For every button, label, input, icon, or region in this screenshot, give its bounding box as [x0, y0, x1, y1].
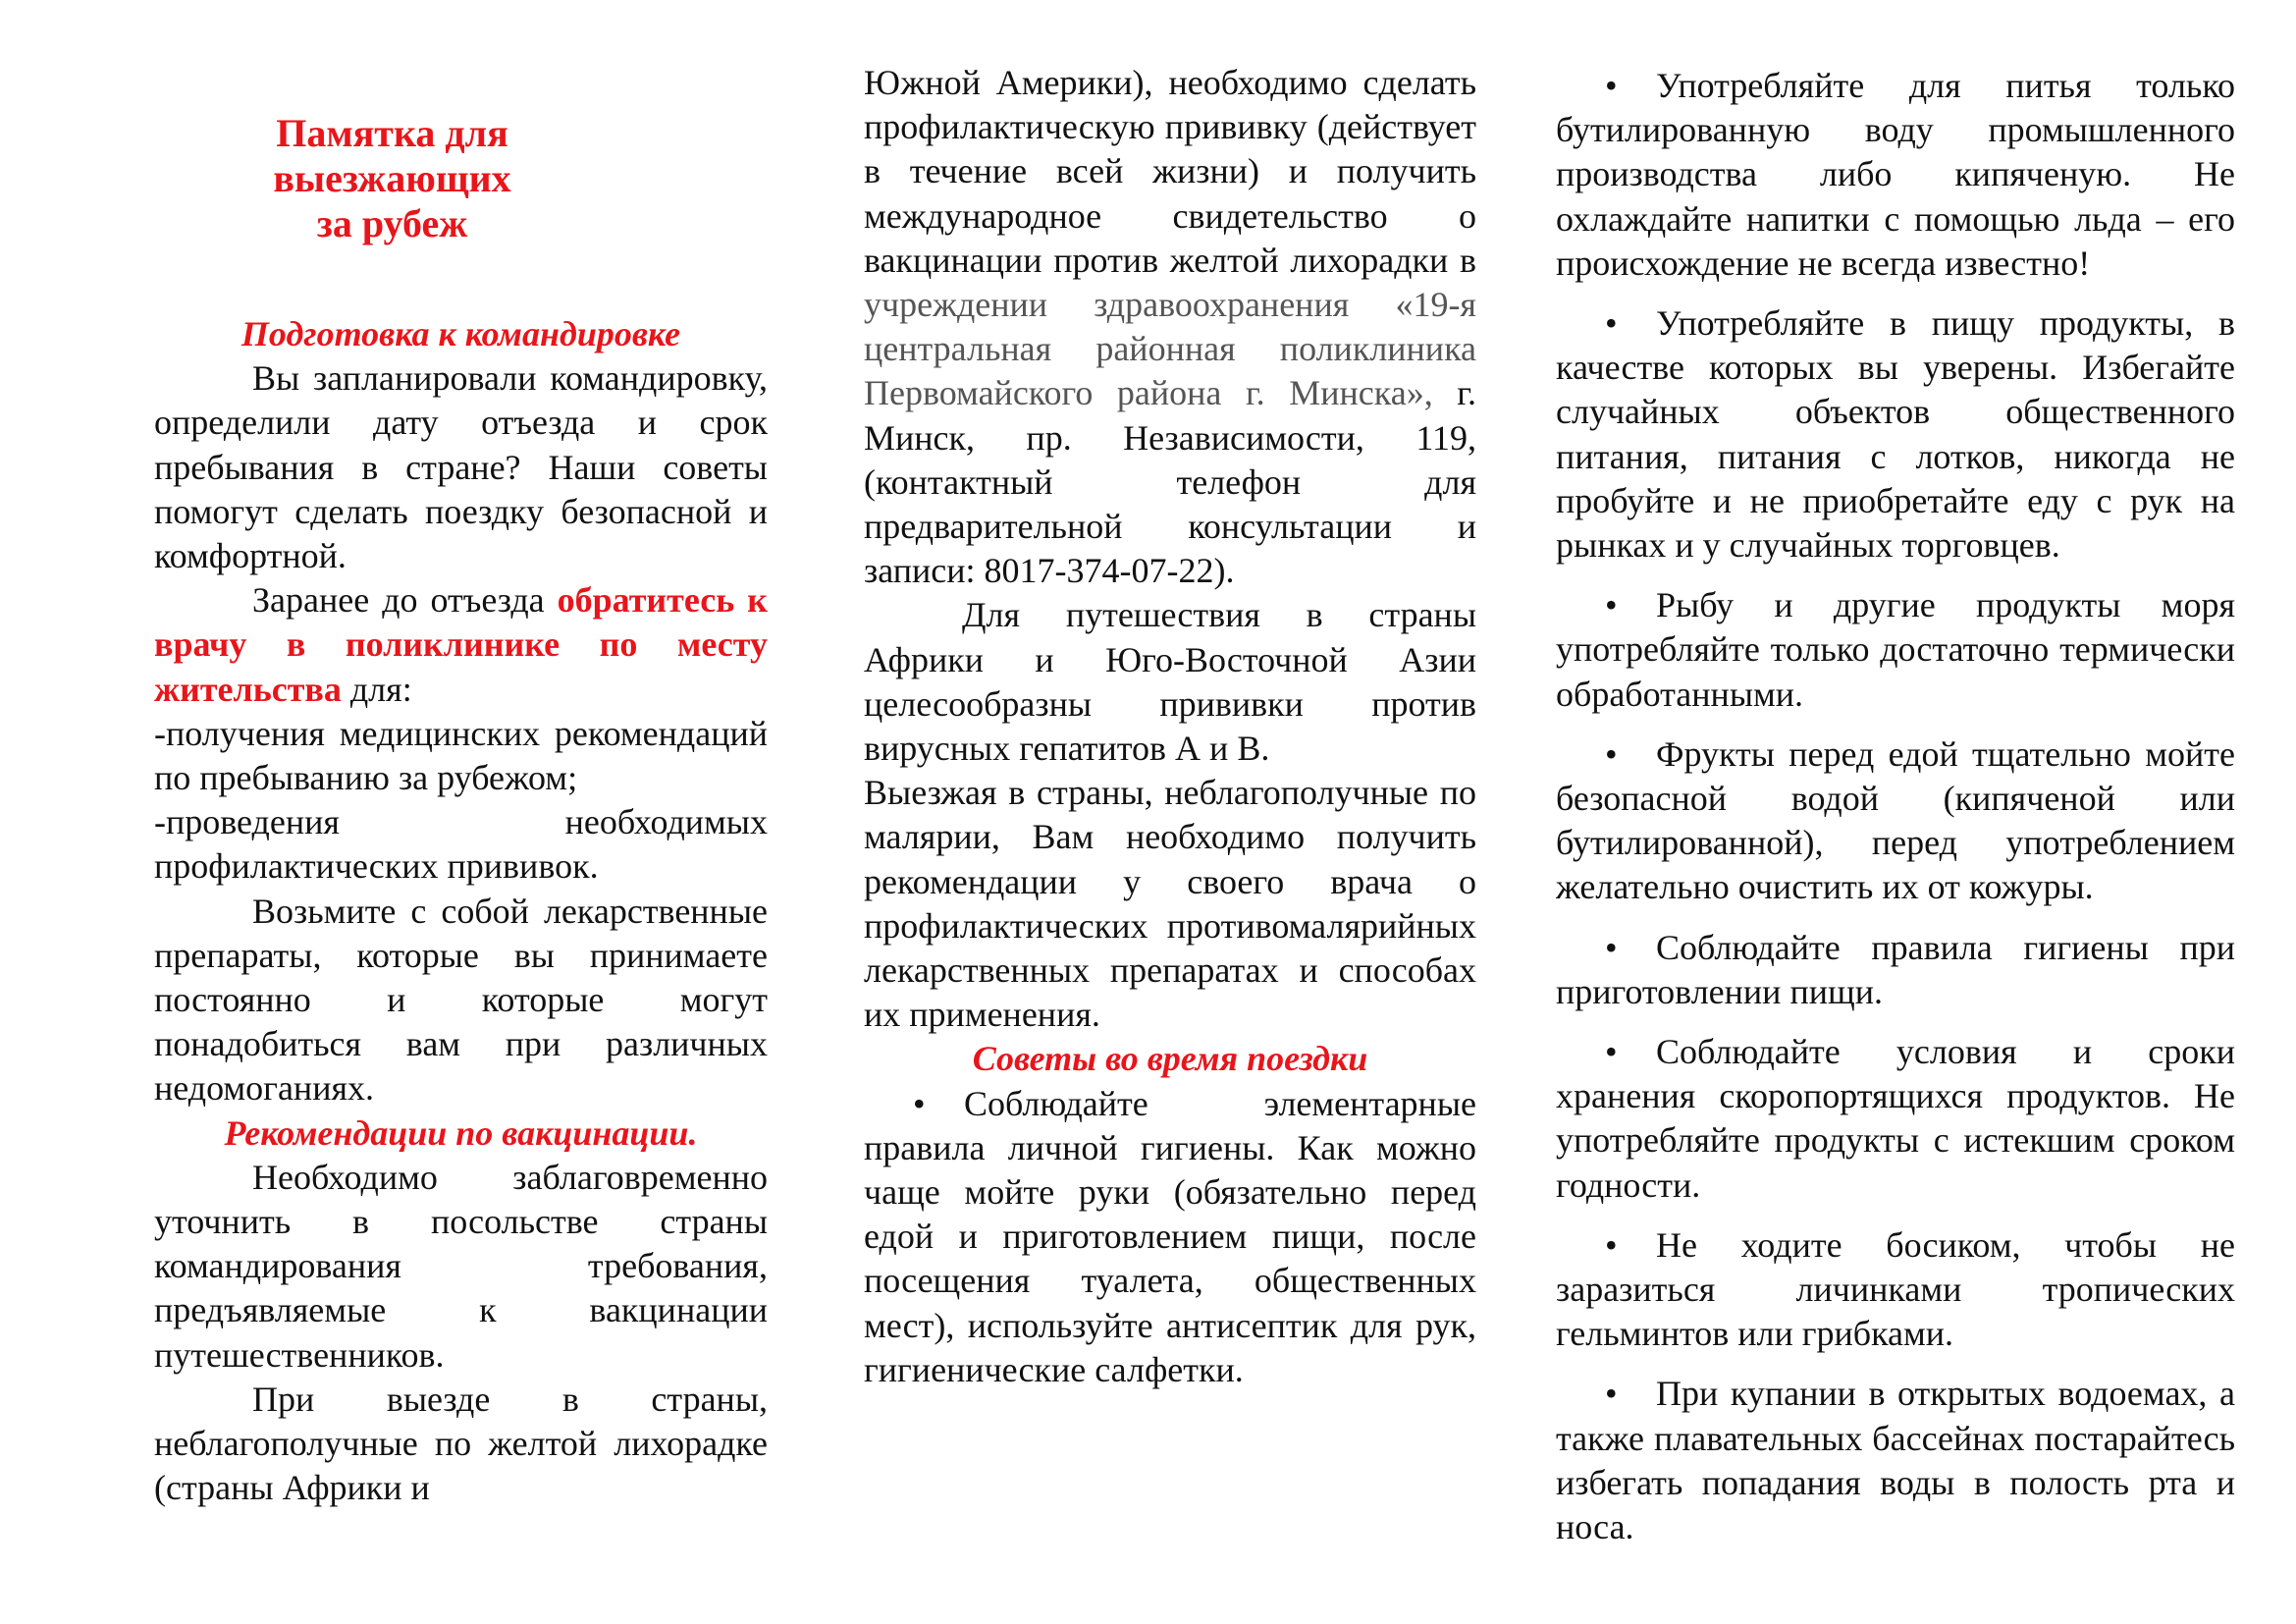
- list-item: • Соблюдайте правила гигиены при приготовлении пищи.: [1556, 927, 2235, 1011]
- paragraph-vaccinations: -проведения необходимых профилактических прививок.: [154, 802, 768, 887]
- heading-vaccination: Рекомендации по вакцинации.: [224, 1112, 698, 1153]
- list-item: • Соблюдайте элементарные правила личной гигиены. Как можно чаще мойте руки (обязательно перед едой и приготовлением пищи, после посещения туалета, общественных мест), используйте антисептик для рук, гигиенические салфетки.: [864, 1083, 1476, 1389]
- paragraph-doctor: Заранее до отъезда обратитесь к врачу в поликлинике по месту жительства для:: [154, 580, 768, 709]
- paragraph-embassy: Необходимо заблаговременно уточнить в посольстве страны командирования требования, предъявляемые к вакцинации путешественников.: [154, 1157, 768, 1375]
- list-item: • Фрукты перед едой тщательно мойте безопасной водой (кипяченой или бутилированной), перед употреблением желательно очистить их от кожуры.: [1556, 733, 2235, 907]
- list-item: • Соблюдайте условия и сроки хранения скоропортящихся продуктов. Не употребляйте продукты с истекшим сроком годности.: [1556, 1032, 2235, 1205]
- paragraph-hepatitis: Для путешествия в страны Африки и Юго-Восточной Азии целесообразны прививки против вирусных гепатитов А и В.: [864, 595, 1476, 769]
- paragraph-intro: Вы запланировали командировку, определили дату отъезда и срок пребывания в стране? Наши советы помогут сделать поездку безопасной и комфортной.: [154, 358, 768, 576]
- paragraph-medications: Возьмите с собой лекарственные препараты, которые вы принимаете постоянно и которые могут понадобиться вам при различных недомоганиях.: [154, 891, 768, 1109]
- bullet-icon: •: [1605, 303, 1618, 344]
- column-middle: [864, 61, 1476, 1392]
- bullet-icon: •: [1605, 1224, 1618, 1265]
- paragraph-recommendations: -получения медицинских рекомендаций по пребыванию за рубежом;: [154, 713, 768, 798]
- bullet-icon: •: [1605, 585, 1618, 625]
- bullet-icon: •: [1605, 1032, 1618, 1072]
- bullet-icon: •: [1605, 1374, 1618, 1414]
- title-line-1: Памятка для: [276, 111, 508, 155]
- page-title: [154, 111, 630, 246]
- bullet-icon: •: [1605, 733, 1618, 774]
- bullet-icon: •: [1605, 927, 1618, 967]
- bullet-icon: •: [913, 1083, 926, 1123]
- column-right: [1556, 64, 2235, 1565]
- paragraph-yellow-fever-cont: Южной Америки), необходимо сделать профилактическую прививку (действует в течение всей жизни) и получить международное свидетельство о вакцинации против желтой лихорадки в учреждении здравоохранения «19-я центральная районная поликлиника Первомайского района г. Минска», г. Минск, пр. Независимости, 119, (контактный телефон для предварительной консультации и записи: 8017-374-07-22).: [864, 63, 1476, 591]
- list-item: • Не ходите босиком, чтобы не заразиться личинками тропических гельминтов или грибками.: [1556, 1224, 2235, 1354]
- column-left: [154, 312, 768, 1510]
- clinic-name: учреждении здравоохранения «19-я центральная районная поликлиника Первомайского района г. Минска»,: [864, 285, 1476, 413]
- title-line-2: выезжающих: [273, 156, 511, 200]
- bullet-icon: •: [1605, 66, 1618, 105]
- heading-trip-preparation: Подготовка к командировке: [240, 314, 681, 353]
- list-item: • Употребляйте для питья только бутилированную воду промышленного производства либо кипяченую. Не охлаждайте напитки с помощью льда – его происхождение не всегда известно!: [1556, 66, 2235, 283]
- highlight-doctor: обратитесь к врачу в поликлинике по месту жительства: [154, 580, 768, 709]
- heading-travel-tips: Советы во время поездки: [972, 1039, 1368, 1079]
- list-item: • Рыбу и другие продукты моря употребляйте только достаточно термически обработанными.: [1556, 585, 2235, 714]
- paragraph-malaria: Выезжая в страны, неблагополучные по малярии, Вам необходимо получить рекомендации у своего врача о профилактических противомалярийных лекарственных препаратах и способах их применения.: [864, 773, 1476, 1035]
- list-item: • При купании в открытых водоемах, а также плавательных бассейнах постарайтесь избегать попадания воды в полость рта и носа.: [1556, 1374, 2235, 1547]
- title-line-3: за рубеж: [316, 201, 468, 245]
- paragraph-yellow-fever: При выезде в страны, неблагополучные по желтой лихорадке (страны Африки и: [154, 1379, 768, 1508]
- list-item: • Употребляйте в пищу продукты, в качестве которых вы уверены. Избегайте случайных объектов общественного питания, питания с лотков, никогда не пробуйте и не приобретайте еду с рук на рынках и у случайных торговцев.: [1556, 303, 2235, 566]
